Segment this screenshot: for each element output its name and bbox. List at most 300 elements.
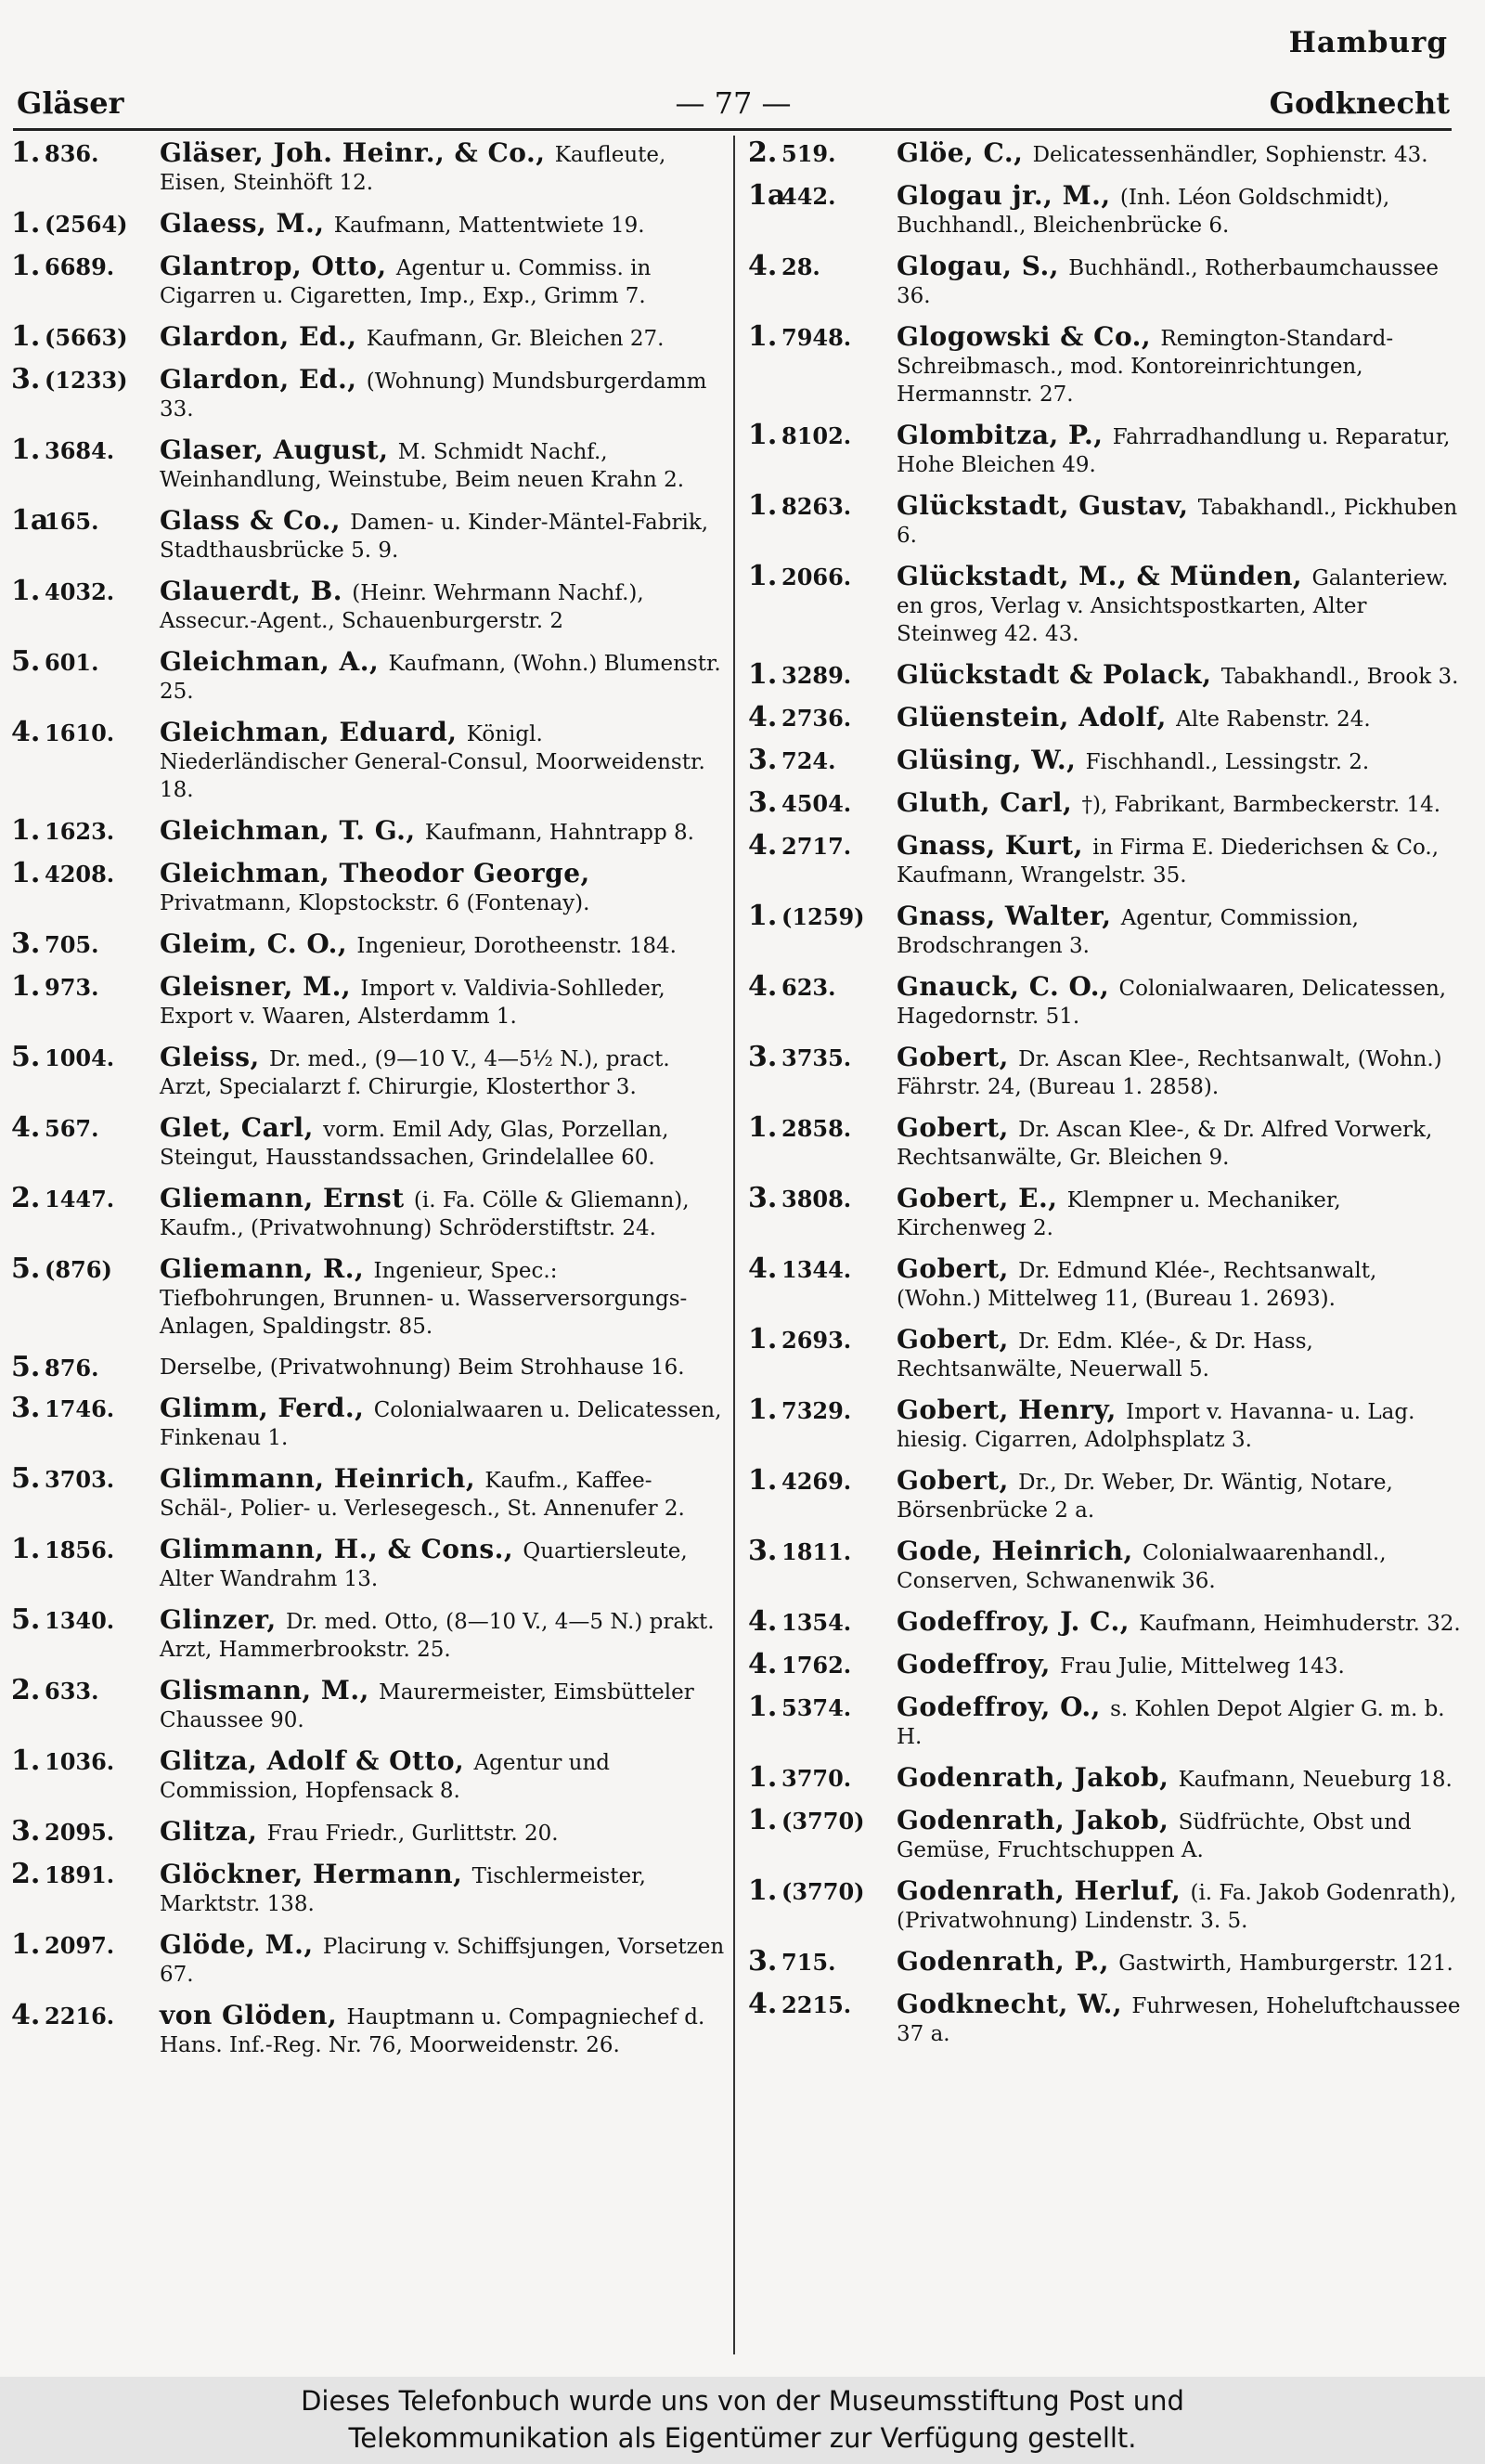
exchange-class: 5. — [11, 1462, 41, 1495]
directory-entry — [11, 504, 726, 564]
directory-entry — [748, 1804, 1463, 1864]
subscriber-name: Gleiss, — [160, 1042, 260, 1072]
header-first-entry: Gläser — [17, 85, 124, 121]
phone-number — [748, 421, 887, 450]
number-value: 28. — [781, 253, 820, 280]
number-value: 8102. — [781, 422, 852, 449]
subscriber-details: M. Schmidt Nachf., Weinhandlung, Weinstube, Beim neuen Krahn 2. — [160, 440, 685, 492]
exchange-class: 5. — [11, 645, 41, 678]
exchange-class: 4. — [748, 701, 778, 733]
subscriber-details: Kaufmann, Mattentwiete 19. — [333, 214, 645, 238]
number-value: 2216. — [45, 2003, 115, 2030]
subscriber-name: Glardon, Ed., — [160, 364, 357, 395]
subscriber-name: Gode, Heinrich, — [897, 1536, 1133, 1566]
subscriber-name: Gluth, Carl, — [897, 787, 1073, 818]
number-value: 2095. — [45, 1819, 115, 1846]
subscriber-details: Alte Rabenstr. 24. — [1176, 707, 1371, 732]
number-value: 1856. — [45, 1537, 115, 1563]
directory-entry — [748, 829, 1463, 889]
subscriber-details: Placirung v. Schiffsjungen, Vorsetzen 67. — [160, 1935, 725, 1987]
number-value: (2564) — [45, 211, 128, 238]
number-value: 4032. — [45, 578, 115, 605]
directory-entry — [748, 658, 1463, 691]
subscriber-name: Godknecht, W., — [897, 1989, 1123, 2019]
phone-number — [11, 814, 150, 847]
subscriber-name: Glauerdt, B. — [160, 576, 343, 606]
right-column — [748, 139, 1463, 2367]
phone-number — [11, 1858, 150, 1890]
phone-number — [748, 746, 887, 775]
page-number: — 77 — — [675, 85, 792, 121]
phone-number — [748, 1945, 887, 1978]
subscriber-name: Gnauck, C. O., — [897, 971, 1110, 1002]
number-value: 7329. — [781, 1397, 852, 1424]
number-value: 3703. — [45, 1466, 115, 1493]
phone-number — [748, 1323, 887, 1355]
notice-line-2: Telekommunikation als Eigentümer zur Verfügung gestellt. — [348, 2422, 1137, 2454]
number-value: 1447. — [45, 1186, 115, 1213]
directory-entry — [11, 1394, 726, 1452]
subscriber-name: Glimmann, Heinrich, — [160, 1463, 476, 1494]
phone-number — [748, 1182, 887, 1214]
number-value: 3684. — [45, 437, 115, 464]
subscriber-name: Glimm, Ferd., — [160, 1393, 365, 1423]
subscriber-details: Dr. Edm. Klée-, & Dr. Hass, Rechtsanwälte, Neuerwall 5. — [897, 1329, 1313, 1381]
subscriber-details: (i. Fa. Cölle & Gliemann), Kaufm., (Privatwohnung) Schröderstiftstr. 24. — [160, 1188, 690, 1240]
phone-number — [11, 577, 150, 606]
subscriber-name: Glaser, August, — [160, 434, 389, 465]
subscriber-name: Gobert, — [897, 1324, 1009, 1355]
subscriber-name: Glückstadt & Polack, — [897, 659, 1212, 690]
directory-entry — [748, 1041, 1463, 1101]
phone-number — [11, 207, 150, 240]
phone-number — [11, 1394, 150, 1423]
directory-entry — [748, 1537, 1463, 1595]
exchange-class: 3. — [11, 1392, 41, 1424]
phone-number — [748, 902, 887, 931]
subscriber-details: Kaufmann, Gr. Bleichen 27. — [366, 327, 665, 351]
directory-entry — [11, 1533, 726, 1593]
subscriber-details: Derselbe, (Privatwohnung) Beim Strohhause 16. — [160, 1355, 685, 1380]
subscriber-details: Galanteriew. en gros, Verlag v. Ansichtspostkarten, Alter Steinweg 42. 43. — [897, 566, 1449, 646]
directory-entry — [11, 1858, 726, 1918]
phone-number — [11, 1351, 150, 1383]
phone-number — [748, 1874, 887, 1907]
directory-entry — [748, 1252, 1463, 1313]
exchange-class: 1a — [11, 504, 49, 537]
subscriber-name: Glaess, M., — [160, 208, 325, 239]
phone-number — [11, 363, 150, 396]
number-value: 567. — [45, 1115, 99, 1142]
directory-entry — [748, 1605, 1463, 1638]
exchange-class: 5. — [11, 1603, 41, 1636]
number-value: 1811. — [781, 1538, 852, 1565]
subscriber-details: Import v. Havanna- u. Lag. hiesig. Cigarren, Adolphsplatz 3. — [897, 1400, 1415, 1452]
subscriber-details: Ingenieur, Dorotheenstr. 184. — [356, 934, 677, 958]
exchange-class: 3. — [748, 1182, 778, 1214]
phone-number — [11, 1182, 150, 1214]
phone-number — [748, 1804, 887, 1836]
exchange-class: 1. — [11, 207, 41, 240]
phone-number — [748, 786, 887, 819]
subscriber-name: Gnass, Kurt, — [897, 830, 1083, 861]
exchange-class: 4. — [748, 250, 778, 282]
number-value: 1354. — [781, 1609, 852, 1636]
exchange-class: 1. — [748, 419, 778, 451]
exchange-class: 1. — [748, 1394, 778, 1426]
exchange-class: 5. — [11, 1041, 41, 1073]
phone-number — [748, 1396, 887, 1425]
phone-number — [748, 179, 887, 212]
subscriber-details: Gastwirth, Hamburgerstr. 121. — [1118, 1952, 1453, 1976]
number-value: 1762. — [781, 1652, 852, 1679]
directory-entry — [11, 363, 726, 423]
subscriber-details: Privatmann, Klopstockstr. 6 (Fontenay). — [160, 891, 590, 915]
subscriber-details: Kaufleute, Eisen, Steinhöft 12. — [160, 143, 666, 195]
subscriber-details: Colonialwaarenhandl., Conserven, Schwanenwik 36. — [897, 1541, 1387, 1593]
exchange-class: 4. — [748, 829, 778, 862]
number-value: 876. — [45, 1355, 99, 1381]
subscriber-name: Glöe, C., — [897, 139, 1024, 168]
subscriber-details: Damen- u. Kinder-Mäntel-Fabrik, Stadthausbrücke 5. 9. — [160, 511, 709, 563]
phone-number — [748, 250, 887, 282]
subscriber-name: Gleichman, T. G., — [160, 815, 416, 846]
subscriber-name: Glitza, Adolf & Otto, — [160, 1745, 465, 1776]
subscriber-details: Fuhrwesen, Hoheluftchaussee 37 a. — [897, 1994, 1461, 2046]
phone-number — [11, 504, 150, 537]
subscriber-name: Gobert, — [897, 1253, 1009, 1284]
number-value: 7948. — [781, 324, 852, 351]
phone-number — [11, 1928, 150, 1961]
directory-entry — [11, 139, 726, 197]
directory-entry — [11, 1462, 726, 1523]
number-value: 705. — [45, 931, 99, 958]
directory-entry — [748, 746, 1463, 776]
subscriber-name: Gläser, Joh. Heinr., & Co., — [160, 139, 546, 168]
directory-entry — [11, 1928, 726, 1989]
directory-entry — [748, 1464, 1463, 1524]
exchange-class: 3. — [748, 1945, 778, 1978]
number-value: 601. — [45, 649, 99, 676]
number-value: 724. — [781, 747, 836, 774]
exchange-class: 1. — [748, 1874, 778, 1907]
exchange-class: 4. — [748, 970, 778, 1003]
subscriber-name: Glass & Co., — [160, 505, 341, 536]
phone-number — [748, 489, 887, 522]
subscriber-name: Gleichman, A., — [160, 646, 380, 677]
subscriber-name: Godeffroy, — [897, 1649, 1051, 1679]
subscriber-name: Glückstadt, Gustav, — [897, 490, 1189, 521]
subscriber-details: Ingenieur, Spec.: Tiefbohrungen, Brunnen- u. Wasserversorgungs-Anlagen, Spaldingstr. 85. — [160, 1259, 688, 1339]
number-value: 8263. — [781, 493, 852, 520]
phone-number — [11, 645, 150, 678]
subscriber-name: Glinzer, — [160, 1604, 277, 1635]
number-value: 2717. — [781, 833, 852, 860]
number-value: 623. — [781, 974, 836, 1001]
phone-number — [11, 970, 150, 1003]
number-value: 3289. — [781, 662, 852, 689]
directory-entry — [748, 179, 1463, 240]
subscriber-details: Agentur und Commission, Hopfensack 8. — [160, 1751, 610, 1803]
column-divider — [733, 136, 735, 2354]
subscriber-name: Glückstadt, M., & Münden, — [897, 561, 1303, 591]
exchange-class: 5. — [11, 1351, 41, 1383]
exchange-class: 1. — [11, 857, 41, 889]
subscriber-name: Glismann, M., — [160, 1675, 369, 1705]
exchange-class: 1. — [11, 1928, 41, 1961]
subscriber-details: Königl. Niederländischer General-Consul, Moorweidenstr. 18. — [160, 722, 705, 802]
exchange-class: 1. — [748, 658, 778, 691]
subscriber-details: Südfrüchte, Obst und Gemüse, Fruchtschuppen A. — [897, 1810, 1412, 1862]
subscriber-name: Gleichman, Theodor George, — [160, 858, 590, 888]
subscriber-name: Glombitza, P., — [897, 420, 1104, 450]
phone-number — [748, 1041, 887, 1073]
directory-entry — [11, 1999, 726, 2059]
number-value: (1259) — [781, 903, 865, 930]
exchange-class: 1. — [748, 489, 778, 522]
subscriber-details: Kaufmann, Heimhuderstr. 32. — [1139, 1612, 1461, 1636]
number-value: 1746. — [45, 1395, 115, 1422]
directory-entry — [748, 139, 1463, 169]
exchange-class: 4. — [748, 1252, 778, 1285]
phone-number — [748, 829, 887, 862]
phone-number — [748, 1693, 887, 1722]
phone-number — [748, 1761, 887, 1794]
subscriber-details: Fischhandl., Lessingstr. 2. — [1085, 750, 1370, 774]
exchange-class: 1. — [11, 814, 41, 847]
subscriber-name: Gleichman, Eduard, — [160, 717, 458, 747]
number-value: 1344. — [781, 1256, 852, 1283]
phone-number — [11, 1815, 150, 1848]
exchange-class: 1. — [748, 1804, 778, 1836]
directory-entry — [748, 560, 1463, 648]
directory-entry — [748, 1323, 1463, 1383]
subscriber-name: Glogau jr., M., — [897, 180, 1111, 211]
exchange-class: 1. — [11, 1744, 41, 1777]
exchange-class: 1. — [11, 434, 41, 466]
phone-number — [11, 1674, 150, 1706]
number-value: (3770) — [781, 1878, 865, 1905]
subscriber-name: Gnass, Walter, — [897, 901, 1112, 931]
subscriber-details: Colonialwaaren u. Delicatessen, Finkenau 1. — [160, 1398, 722, 1450]
subscriber-name: Gleim, C. O., — [160, 928, 348, 959]
directory-entry — [748, 489, 1463, 550]
exchange-class: 1. — [11, 1533, 41, 1565]
directory-entry — [748, 1761, 1463, 1794]
subscriber-name: Glantrop, Otto, — [160, 251, 387, 281]
phone-number — [11, 927, 150, 960]
subscriber-details: Kaufmann, (Wohn.) Blumenstr. 25. — [160, 652, 721, 704]
number-value: 2066. — [781, 564, 852, 590]
directory-entry — [748, 1874, 1463, 1935]
exchange-class: 1. — [748, 1323, 778, 1355]
exchange-class: 1. — [748, 560, 778, 592]
subscriber-name: Glitza, — [160, 1816, 258, 1847]
exchange-class: 1a — [748, 179, 786, 212]
exchange-class: 4. — [748, 1605, 778, 1638]
number-value: 836. — [45, 140, 99, 167]
subscriber-name: von Glöden, — [160, 2000, 338, 2030]
exchange-class: 3. — [748, 1535, 778, 1567]
directory-entry — [11, 320, 726, 353]
subscriber-details: Kaufmann, Hahntrapp 8. — [424, 821, 694, 845]
directory-entry — [11, 1351, 726, 1383]
subscriber-name: Glet, Carl, — [160, 1112, 314, 1143]
subscriber-details: Tabakhandl., Pickhuben 6. — [897, 496, 1458, 548]
phone-number — [748, 1464, 887, 1497]
directory-entry — [11, 716, 726, 804]
directory-entry — [748, 1945, 1463, 1978]
subscriber-details: Kaufm., Kaffee-Schäl-, Polier- u. Verlesegesch., St. Annenufer 2. — [160, 1469, 685, 1521]
exchange-class: 2. — [11, 1182, 41, 1214]
exchange-class: 3. — [11, 1815, 41, 1848]
phone-number — [11, 436, 150, 465]
phone-number — [748, 1648, 887, 1680]
subscriber-name: Glüsing, W., — [897, 745, 1077, 775]
phone-number — [11, 1111, 150, 1144]
number-value: 715. — [781, 1949, 836, 1976]
directory-entry — [11, 1744, 726, 1805]
subscriber-name: Gobert, — [897, 1112, 1009, 1143]
subscriber-details: in Firma E. Diederichsen & Co., Kaufmann, Wrangelstr. 35. — [897, 836, 1440, 888]
directory-entry — [748, 320, 1463, 409]
phone-number — [748, 1605, 887, 1638]
subscriber-details: Quartiersleute, Alter Wandrahm 13. — [160, 1539, 688, 1591]
subscriber-name: Godeffroy, J. C., — [897, 1606, 1130, 1637]
phone-number — [748, 970, 887, 1003]
phone-number — [11, 716, 150, 748]
subscriber-details: Dr., Dr. Weber, Dr. Wäntig, Notare, Börsenbrücke 2 a. — [897, 1471, 1393, 1523]
number-value: (3770) — [781, 1808, 865, 1835]
subscriber-details: Tabakhandl., Brook 3. — [1220, 665, 1459, 689]
number-value: 1623. — [45, 818, 115, 845]
left-column — [11, 139, 726, 2367]
phone-number — [11, 1744, 150, 1777]
number-value: 2736. — [781, 705, 852, 732]
subscriber-details: Buchhändl., Rotherbaumchaussee 36. — [897, 256, 1439, 308]
subscriber-details: Delicatessenhändler, Sophienstr. 43. — [1032, 143, 1428, 167]
number-value: 3770. — [781, 1765, 852, 1792]
exchange-class: 4. — [11, 716, 41, 748]
exchange-class: 3. — [748, 1041, 778, 1073]
number-value: 2215. — [781, 1991, 852, 2018]
exchange-class: 2. — [748, 139, 778, 169]
subscriber-details: Fahrradhandlung u. Reparatur, Hohe Bleichen 49. — [897, 425, 1451, 477]
directory-entry — [11, 814, 726, 847]
number-value: 2097. — [45, 1932, 115, 1959]
subscriber-details: Dr. Ascan Klee-, & Dr. Alfred Vorwerk, Rechtsanwälte, Gr. Bleichen 9. — [897, 1118, 1433, 1170]
subscriber-details: Agentur, Commission, Brodschrangen 3. — [897, 906, 1359, 958]
exchange-class: 1. — [748, 1761, 778, 1794]
directory-entry — [11, 645, 726, 706]
subscriber-details: Kaufmann, Neueburg 18. — [1178, 1768, 1453, 1792]
subscriber-details: Frau Friedr., Gurlittstr. 20. — [266, 1822, 559, 1846]
exchange-class: 1. — [748, 1691, 778, 1723]
subscriber-details: (Heinr. Wehrmann Nachf.), Assecur.-Agent., Schauenburgerstr. 2 — [160, 581, 644, 633]
number-value: 973. — [45, 974, 99, 1001]
subscriber-details: s. Kohlen Depot Algier G. m. b. H. — [897, 1697, 1445, 1749]
number-value: 1036. — [45, 1748, 115, 1775]
directory-entry — [748, 1648, 1463, 1680]
phone-number — [748, 560, 887, 592]
exchange-class: 2. — [11, 1858, 41, 1890]
number-value: 4208. — [45, 861, 115, 888]
subscriber-name: Glogowski & Co., — [897, 321, 1152, 352]
number-value: 4504. — [781, 790, 852, 817]
subscriber-details: Maurermeister, Eimsbütteler Chaussee 90. — [160, 1680, 694, 1732]
subscriber-name: Glöckner, Hermann, — [160, 1859, 463, 1889]
subscriber-name: Gobert, — [897, 1465, 1009, 1496]
subscriber-details: (Inh. Léon Goldschmidt), Buchhandl., Bleichenbrücke 6. — [897, 186, 1390, 238]
directory-entry — [11, 250, 726, 310]
exchange-class: 1. — [11, 575, 41, 607]
number-value: 6689. — [45, 253, 115, 280]
subscriber-details: Frau Julie, Mittelweg 143. — [1060, 1654, 1345, 1679]
subscriber-details: Dr. med. Otto, (8—10 V., 4—5 N.) prakt. Arzt, Hammerbrookstr. 25. — [160, 1610, 715, 1662]
directory-entry — [748, 701, 1463, 733]
directory-entry — [11, 1603, 726, 1664]
subscriber-name: Gliemann, Ernst — [160, 1183, 405, 1213]
subscriber-details: Dr. med., (9—10 V., 4—5½ N.), pract. Arzt, Specialarzt f. Chirurgie, Klosterthor 3. — [160, 1047, 670, 1099]
phone-number — [11, 250, 150, 282]
subscriber-details: (Wohnung) Mundsburgerdamm 33. — [160, 370, 707, 421]
phone-number — [748, 658, 887, 691]
subscriber-details: Tischlermeister, Marktstr. 138. — [160, 1864, 646, 1916]
exchange-class: 3. — [748, 744, 778, 776]
phone-number — [11, 1603, 150, 1636]
number-value: 165. — [45, 508, 99, 535]
directory-entry — [748, 1111, 1463, 1172]
phone-number — [748, 701, 887, 733]
exchange-class: 2. — [11, 1674, 41, 1706]
subscriber-details: †), Fabrikant, Barmbeckerstr. 14. — [1081, 793, 1441, 817]
subscriber-details: Import v. Valdivia-Sohlleder, Export v. Waaren, Alsterdamm 1. — [160, 977, 665, 1029]
phone-number — [11, 139, 150, 168]
directory-entry — [748, 1182, 1463, 1242]
exchange-class: 1. — [11, 250, 41, 282]
subscriber-name: Glogau, S., — [897, 251, 1060, 281]
number-value: 442. — [781, 183, 836, 210]
number-value: (876) — [45, 1256, 112, 1283]
directory-entry — [11, 970, 726, 1031]
subscriber-name: Gliemann, R., — [160, 1253, 365, 1284]
header-rule — [13, 128, 1452, 131]
directory-entry — [748, 1396, 1463, 1454]
number-value: 3735. — [781, 1044, 852, 1071]
number-value: (1233) — [45, 367, 128, 394]
subscriber-name: Glardon, Ed., — [160, 321, 357, 352]
number-value: 633. — [45, 1678, 99, 1705]
subscriber-name: Gobert, Henry, — [897, 1394, 1117, 1425]
subscriber-details: Dr. Edmund Klée-, Rechtsanwalt, (Wohn.) Mittelweg 11, (Bureau 1. 2693). — [897, 1259, 1377, 1311]
subscriber-name: Godenrath, Herluf, — [897, 1875, 1182, 1906]
phone-number — [748, 1252, 887, 1285]
exchange-class: 4. — [748, 1988, 778, 2020]
subscriber-name: Gobert, E., — [897, 1183, 1058, 1213]
phone-number — [11, 857, 150, 889]
phone-number — [11, 1041, 150, 1073]
exchange-class: 4. — [11, 1111, 41, 1144]
phone-number — [748, 139, 887, 168]
directory-entry — [748, 1693, 1463, 1751]
subscriber-name: Godenrath, Jakob, — [897, 1805, 1169, 1835]
directory-entry — [748, 250, 1463, 310]
subscriber-details: Remington-Standard-Schreibmasch., mod. Kontoreinrichtungen, Hermannstr. 27. — [897, 327, 1394, 407]
directory-entry — [11, 927, 726, 960]
phone-number — [748, 320, 887, 353]
number-value: 3808. — [781, 1186, 852, 1213]
exchange-class: 4. — [748, 1648, 778, 1680]
